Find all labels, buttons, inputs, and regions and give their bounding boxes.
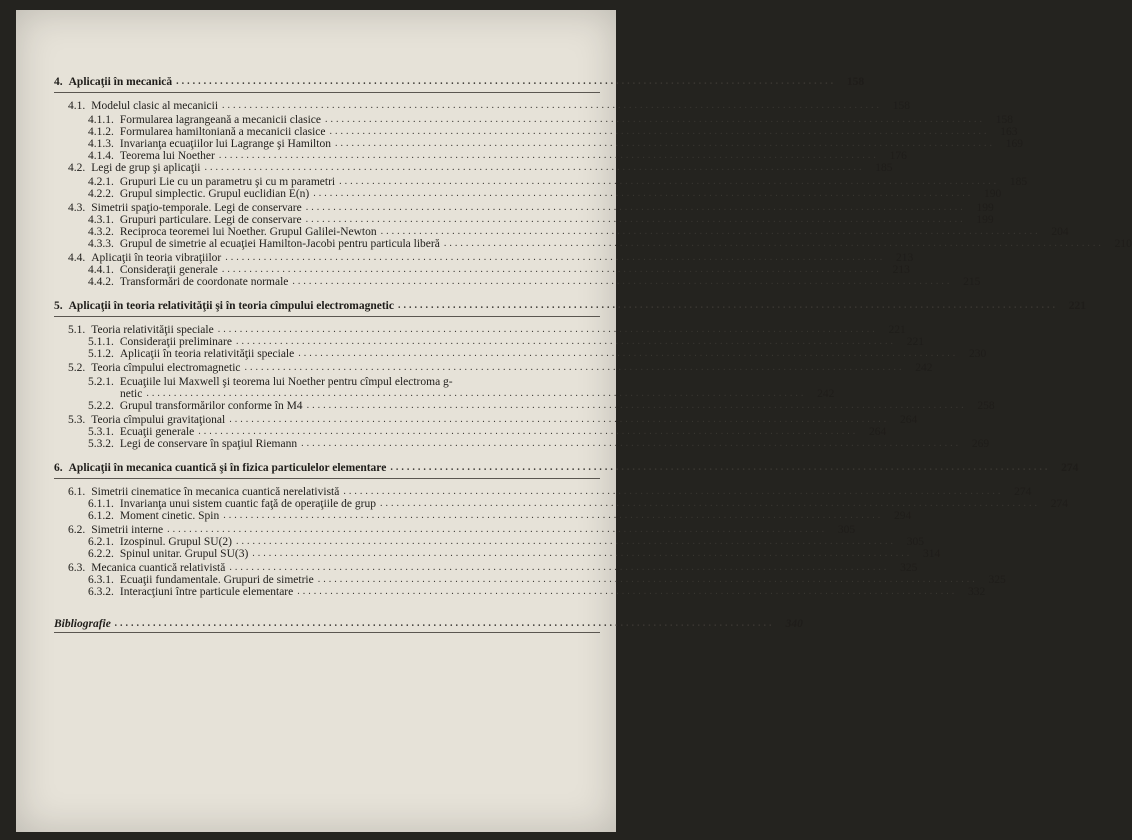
toc-page-number: 264 (899, 414, 918, 426)
toc-entry-number: 4.3.1. (88, 214, 114, 226)
toc-entry-title: Legi de conservare în spaţiul Riemann (119, 438, 298, 450)
toc-page-number: 176 (889, 150, 907, 162)
toc-entry-title: Simetrii cinematice în mecanica cuantică nerelativistă (91, 486, 340, 498)
toc-leader-dots: ........................................................................................................................ (198, 426, 859, 437)
toc-page-number: 269 (971, 438, 990, 450)
toc-entry-number: 6.2. (68, 524, 86, 536)
toc-entry-title: Reciproca teoremei lui Noether. Grupul Galilei-Newton (119, 226, 377, 238)
toc-page-number: 210 (1114, 238, 1132, 250)
toc-page-number: 221 (888, 324, 906, 336)
toc-leader-dots: ........................................................................................................................ (343, 486, 1004, 497)
toc-entry-title: Teoria cîmpului gravitaţional (91, 414, 226, 426)
toc-page-number: 221 (1068, 300, 1086, 312)
toc-entry-number: 4.4.2. (88, 276, 114, 288)
toc-entry-number: 6.1.1. (88, 498, 114, 510)
toc-page-number: 294 (893, 510, 912, 522)
toc-entry (88, 438, 990, 451)
toc-entry-number: 4.2.1. (88, 176, 114, 188)
toc-entry-number: 4.3. (68, 202, 86, 214)
toc-entry-number: 4.3.2. (88, 226, 114, 238)
toc-leader-dots: ........................................................................................................................ (297, 586, 958, 597)
toc-entry-number: 4.2. (68, 162, 86, 174)
toc-entry-number: 4.1.2. (88, 126, 114, 138)
toc-entry-number: 4.1.4. (88, 150, 114, 162)
toc-page-number: 221 (906, 336, 924, 348)
toc-entry-number: 6. (54, 462, 63, 474)
toc-entry-number: 5.2.1. (88, 376, 114, 388)
toc-page-number: 305 (906, 536, 924, 548)
toc-chapter-entry (54, 76, 865, 89)
toc-leader-dots: ........................................................................................................................ (334, 138, 995, 149)
toc-entry-title: Teoria cîmpului electromagnetic (91, 362, 241, 374)
toc-entry-title: Invarianţa ecuaţiilor lui Lagrange şi Hamilton (119, 138, 331, 150)
toc-entry-title: Ecuaţii generale (119, 426, 195, 438)
toc-leader-dots: ........................................................................................................................ (229, 414, 890, 425)
toc-entry-title: Teorema lui Noether (119, 150, 215, 162)
toc-entry (68, 162, 893, 175)
toc-leader-dots: ........................................................................................................................ (298, 348, 959, 359)
toc-entry-title: Ecuaţiile lui Maxwell şi teorema lui Noether pentru cîmpul electroma g- (119, 376, 453, 388)
toc-entry-number: 6.1.2. (88, 510, 114, 522)
toc-leader-dots: ........................................................................................................................ (244, 362, 905, 373)
toc-entry-number: 4.1.1. (88, 114, 114, 126)
toc-entry-title: Invarianţa unui sistem cuantic faţă de operaţiile de grup (119, 498, 376, 510)
toc-entry-number: 4.2.2. (88, 188, 114, 200)
toc-entry-number: 4. (54, 76, 63, 88)
toc-entry-title: Ecuaţii fundamentale. Grupuri de simetrie (119, 574, 314, 586)
toc-entry (88, 188, 1002, 201)
toc-page-number: 325 (900, 562, 918, 574)
toc-entry (68, 100, 911, 113)
toc-page-number: 199 (976, 202, 994, 214)
toc-entry-title: Grupuri Lie cu un parametru şi cu m parametri (119, 176, 336, 188)
toc-entry (88, 238, 1132, 251)
toc-leader-dots: ........................................................................................................................ (204, 162, 865, 173)
toc-entry-number: 5. (54, 300, 63, 312)
toc-leader-dots: ........................................................................................................................ (329, 126, 990, 137)
toc-leader-dots: ........................................................................................................................ (339, 176, 1000, 187)
toc-page-number: 213 (895, 252, 914, 264)
toc-entry-number: 4.1. (68, 100, 86, 112)
toc-entry (88, 276, 981, 289)
toc-page-number: 185 (875, 162, 893, 174)
toc-leader-dots: ........................................................................................................................ (252, 548, 913, 559)
toc-leader-dots: ........................................................................................................................ (390, 462, 1051, 473)
toc-leader-dots: ........................................................................................................................ (397, 300, 1058, 311)
toc-entry-title: Simetrii interne (91, 524, 164, 536)
toc-entry-title: Aplicaţii în teoria relativităţii şi în teoria cîmpului electromagnetic (68, 300, 394, 312)
toc-page-number: 325 (988, 574, 1006, 586)
toc-leader-dots: ........................................................................................................................ (380, 226, 1041, 237)
toc-entry-number: 4.4.1. (88, 264, 114, 276)
toc-page-number: 199 (976, 214, 994, 226)
toc-page-number: 274 (1061, 462, 1079, 474)
toc-entry-number: 4.1.3. (88, 138, 114, 150)
toc-page-number: 340 (785, 618, 803, 630)
toc-page-number: 185 (1009, 176, 1028, 188)
toc-entry (88, 348, 987, 361)
toc-entry-title: Formularea lagrangeană a mecanicii clasice (119, 114, 322, 126)
toc-chapter-entry (54, 618, 803, 631)
toc-entry-title: Teoria relativităţii speciale (91, 324, 214, 336)
toc-chapter-entry (54, 300, 1086, 313)
toc-entry-title: Interacţiuni între particule elementare (119, 586, 294, 598)
toc-page-number: 242 (915, 362, 933, 374)
toc-entry-number: 5.2.2. (88, 400, 114, 412)
toc-leader-dots: ........................................................................................................................ (217, 324, 878, 335)
book-page (16, 10, 1132, 832)
toc-entry-title: Legi de grup şi aplicaţii (91, 162, 201, 174)
toc-leader-dots: ........................................................................................................................ (222, 100, 883, 111)
toc-entry-number: 5.3.1. (88, 426, 114, 438)
toc-entry (88, 548, 941, 561)
toc-leader-dots: ........................................................................................................................ (167, 524, 828, 535)
toc-leader-dots: ........................................................................................................................ (305, 214, 966, 225)
toc-leader-dots: ........................................................................................................................ (292, 276, 953, 287)
toc-page-number: 242 (817, 388, 835, 400)
chapter-separator-line (54, 92, 600, 93)
toc-leader-dots: ........................................................................................................................ (317, 574, 978, 585)
toc-entry-title: Aplicaţii în teoria vibraţiilor (91, 252, 222, 264)
toc-entry-number: 5.1.2. (88, 348, 114, 360)
toc-leader-dots: ........................................................................................................................ (235, 336, 896, 347)
toc-leader-dots: ........................................................................................................................ (379, 498, 1040, 509)
toc-entry-title: Grupul de simetrie al ecuaţiei Hamilton-Jacobi pentru particula liberă (119, 238, 440, 250)
toc-leader-dots: ........................................................................................................................ (223, 510, 884, 521)
toc-entry-number: 5.3.2. (88, 438, 114, 450)
toc-leader-dots: ........................................................................................................................ (443, 238, 1104, 249)
toc-leader-dots: ........................................................................................................................ (313, 188, 974, 199)
toc-entry-number: 6.3.1. (88, 574, 114, 586)
toc-leader-dots: ........................................................................................................................ (146, 388, 807, 399)
toc-entry-title: Moment cinetic. Spin (119, 510, 220, 522)
toc-entry-title: Aplicaţii în mecanică (68, 76, 173, 88)
toc-entry-number: 5.3. (68, 414, 86, 426)
toc-entry-number: 6.2.1. (88, 536, 114, 548)
toc-entry-title: Spinul unitar. Grupul SU(3) (119, 548, 249, 560)
toc-page-number: 158 (995, 114, 1014, 126)
toc-entry (68, 362, 933, 375)
toc-entry-title: Aplicaţii în teoria relativităţii speciale (119, 348, 295, 360)
toc-entry-title: Bibliografie (54, 618, 111, 630)
toc-entry-number: 6.2.2. (88, 548, 114, 560)
toc-entry-title: Mecanica cuantică relativistă (91, 562, 226, 574)
toc-entry-number: 6.3.2. (88, 586, 114, 598)
toc-page-number: 213 (892, 264, 910, 276)
toc-entry-title: Izospinul. Grupul SU(2) (119, 536, 232, 548)
toc-entry-title: Grupuri particulare. Legi de conservare (119, 214, 302, 226)
toc-leader-dots: ........................................................................................................................ (229, 562, 890, 573)
toc-leader-dots: ........................................................................................................................ (325, 114, 986, 125)
toc-entry-number: 5.2. (68, 362, 86, 374)
toc-page-number: 332 (968, 586, 986, 598)
toc-entry-title: Simetrii spaţio-temporale. Legi de conservare (91, 202, 302, 214)
chapter-separator-line (54, 478, 600, 479)
toc-leader-dots: ........................................................................................................................ (114, 618, 775, 629)
toc-entry-number: 4.4. (68, 252, 86, 264)
toc-entry (88, 586, 986, 599)
toc-page-number: 230 (968, 348, 987, 360)
toc-page-number: 158 (846, 76, 865, 88)
toc-entry-number: 5.1. (68, 324, 86, 336)
toc-page-number: 163 (1000, 126, 1018, 138)
toc-entry-number: 6.3. (68, 562, 86, 574)
toc-entry-title: Consideraţii generale (119, 264, 218, 276)
toc-leader-dots: ........................................................................................................................ (301, 438, 962, 449)
toc-page-number: 190 (984, 188, 1002, 200)
toc-page-number: 204 (1051, 226, 1069, 238)
toc-page-number: 274 (1050, 498, 1068, 510)
toc-entry-title: Grupul transformărilor conforme în M4 (119, 400, 303, 412)
toc-leader-dots: ........................................................................................................................ (225, 252, 886, 263)
toc-entry-title: netic (120, 388, 143, 400)
toc-entry-title: Consideraţii preliminare (119, 336, 232, 348)
chapter-separator-line (54, 316, 600, 317)
toc-leader-dots: ........................................................................................................................ (218, 150, 879, 161)
toc-leader-dots: ........................................................................................................................ (176, 76, 837, 87)
toc-leader-dots: ........................................................................................................................ (306, 400, 967, 411)
toc-entry-number: 4.3.3. (88, 238, 114, 250)
toc-page-number: 274 (1014, 486, 1032, 498)
toc-entry-title: Modelul clasic al mecanicii (91, 100, 219, 112)
chapter-separator-line (54, 632, 600, 633)
toc-entry (88, 400, 995, 413)
toc-leader-dots: ........................................................................................................................ (221, 264, 882, 275)
toc-page-number: 314 (923, 548, 941, 560)
toc-page-number: 158 (892, 100, 911, 112)
toc-entry (88, 510, 912, 523)
toc-entry-number: 6.1. (68, 486, 86, 498)
toc-leader-dots: ........................................................................................................................ (236, 536, 896, 547)
toc-leader-dots: ........................................................................................................................ (305, 202, 966, 213)
toc-chapter-entry (54, 462, 1079, 475)
toc-page-number: 258 (977, 400, 995, 412)
toc-entry-title: Formularea hamiltoniană a mecanicii clasice (119, 126, 326, 138)
toc-page-number: 169 (1005, 138, 1023, 150)
toc-entry-title: Aplicaţii în mecanica cuantică şi în fizica particulelor elementare (68, 462, 387, 474)
toc-entry-title: Grupul simplectic. Grupul euclidian E(n) (119, 188, 310, 200)
toc-entry-title: Transformări de coordonate normale (119, 276, 289, 288)
toc-page-number: 215 (963, 276, 981, 288)
toc-page-number: 305 (837, 524, 856, 536)
toc-entry-number: 5.1.1. (88, 336, 114, 348)
toc-page-number: 264 (869, 426, 887, 438)
